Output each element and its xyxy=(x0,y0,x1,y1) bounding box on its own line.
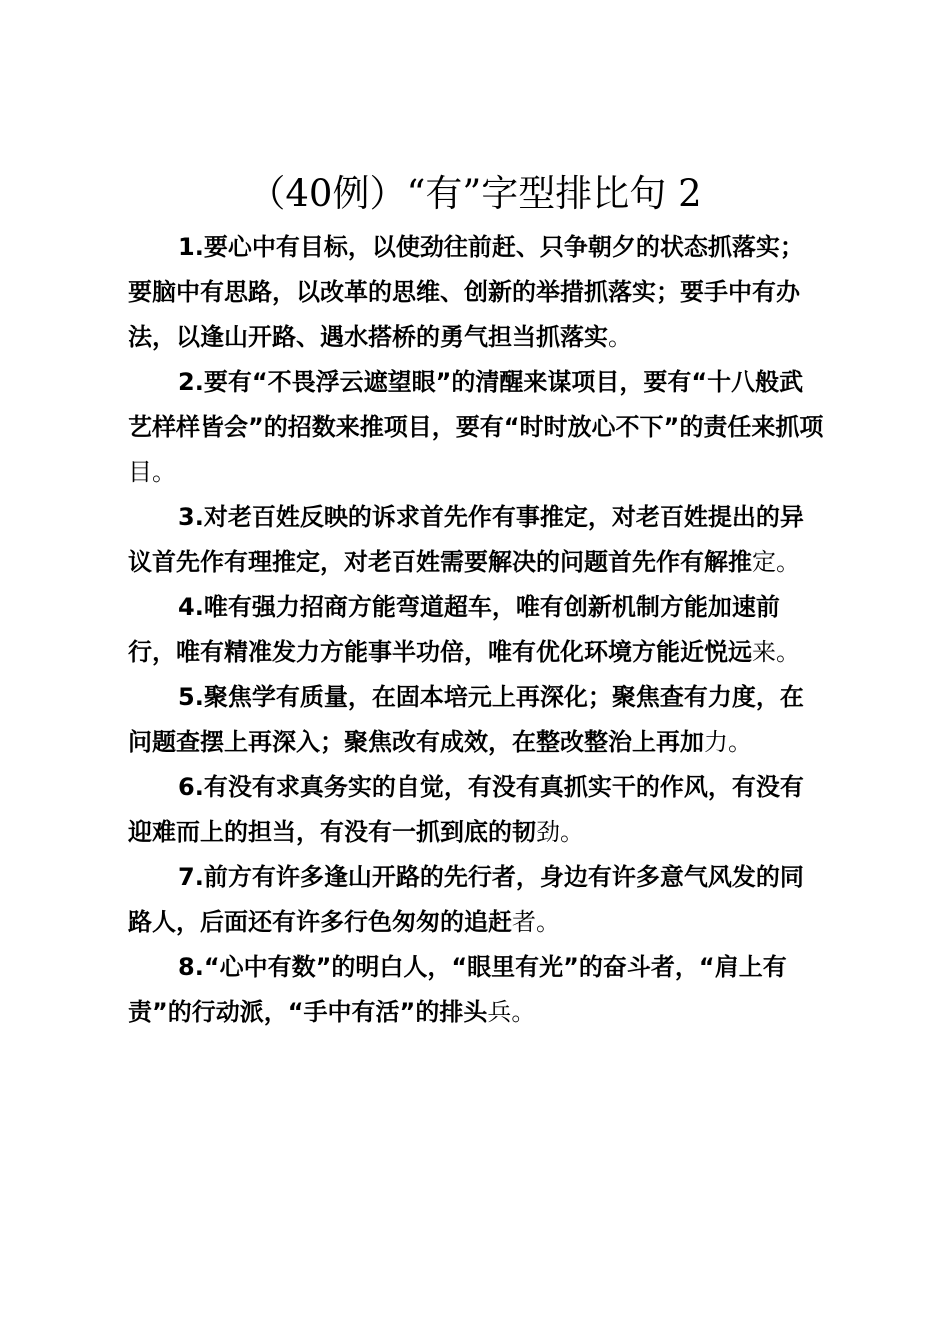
document-body xyxy=(128,225,826,1035)
paragraph-number: 5. xyxy=(178,683,204,711)
paragraph-7 xyxy=(128,855,826,945)
paragraph-4 xyxy=(128,585,826,675)
paragraph-number: 3. xyxy=(178,503,204,531)
paragraph-ending: 目。 xyxy=(128,458,176,486)
paragraph-text: 前方有许多逢山开路的先行者，身边有许多意气风发的同路人，后面还有许多行色匆匆的追赶 xyxy=(128,863,804,936)
paragraph-text: 聚焦学有质量，在固本培元上再深化；聚焦查有力度，在问题查摆上再深入；聚焦改有成效，在整改整治上再加 xyxy=(128,683,804,756)
paragraph-text: “心中有数”的明白人，“眼里有光”的奋斗者，“肩上有责”的行动派，“手中有活”的排头 xyxy=(128,953,787,1026)
paragraph-5 xyxy=(128,675,826,765)
paragraph-text: 对老百姓反映的诉求首先作有事推定，对老百姓提出的异议首先作有理推定，对老百姓需要解决的问题首先作有解推 xyxy=(128,503,804,576)
paragraph-ending: 者。 xyxy=(512,908,560,936)
paragraph-ending: 。 xyxy=(608,323,632,351)
paragraph-number: 7. xyxy=(178,863,204,891)
paragraph-2 xyxy=(128,360,826,495)
paragraph-ending: 定。 xyxy=(752,548,800,576)
paragraph-ending: 兵。 xyxy=(487,998,536,1026)
paragraph-ending: 劲。 xyxy=(536,818,584,846)
paragraph-1 xyxy=(128,225,826,360)
paragraph-text: 要有“不畏浮云遮望眼”的清醒来谋项目，要有“十八般武艺样样皆会”的招数来推项目，要有“时时放心不下”的责任来抓项 xyxy=(128,368,824,441)
paragraph-number: 2. xyxy=(178,368,204,396)
paragraph-text: 要心中有目标，以使劲往前赶、只争朝夕的状态抓落实；要脑中有思路，以改革的思维、创新的举措抓落实；要手中有办法，以逢山开路、遇水搭桥的勇气担当抓落实 xyxy=(128,233,804,351)
paragraph-8 xyxy=(128,945,826,1035)
paragraph-text: 有没有求真务实的自觉，有没有真抓实干的作风，有没有迎难而上的担当，有没有一抓到底的韧 xyxy=(128,773,804,846)
paragraph-number: 1. xyxy=(178,233,204,261)
paragraph-number: 4. xyxy=(178,593,204,621)
paragraph-text: 唯有强力招商方能弯道超车，唯有创新机制方能加速前行，唯有精准发力方能事半功倍，唯有优化环境方能近悦远 xyxy=(128,593,780,666)
paragraph-3 xyxy=(128,495,826,585)
document-title: （40例）“有”字型排比句 2 xyxy=(248,172,702,215)
paragraph-number: 6. xyxy=(178,773,204,801)
paragraph-number: 8. xyxy=(178,953,204,981)
paragraph-6 xyxy=(128,765,826,855)
paragraph-ending: 来。 xyxy=(752,638,800,666)
paragraph-ending: 力。 xyxy=(704,728,752,756)
